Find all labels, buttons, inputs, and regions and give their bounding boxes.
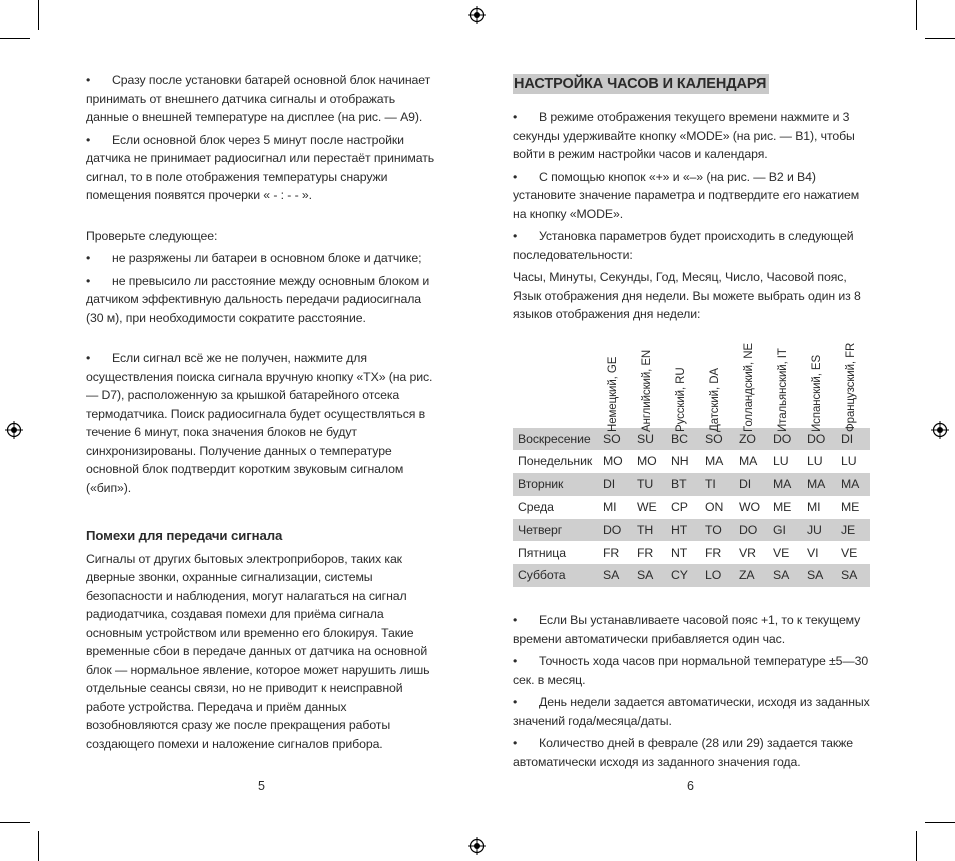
section-title: НАСТРОЙКА ЧАСОВ И КАЛЕНДАРЯ	[513, 74, 769, 94]
bullet: •	[513, 169, 518, 184]
paragraph	[86, 131, 438, 205]
day-code-cell: ME	[841, 500, 860, 515]
day-code-cell: JU	[802, 519, 836, 542]
day-code-cell: DO	[802, 428, 836, 451]
paragraph-text: Если основной блок через 5 минут после настройки датчика не принимает радиосигнал или перестаёт принимать сигнал, то в поле отображения температуры снаружи помещения появятся прочерки « - : - - ».	[86, 132, 435, 202]
day-name-cell: Воскресение	[513, 428, 598, 451]
day-code-cell: JE	[836, 519, 870, 542]
paragraph-text: Сразу после установки батарей основной блок начинает принимать от внешнего датчика сигналы и отображать данные о внешней температуре на дисплее (на рис. — A9).	[86, 73, 431, 124]
day-code-cell: ZO	[734, 428, 768, 451]
day-code-cell: MI	[807, 500, 821, 515]
day-code-cell: MA	[705, 454, 724, 469]
day-code-cell: SA	[802, 564, 836, 587]
paragraph-text: С помощью кнопок «+» и «–» (на рис. — B2 и B4) установите значение параметра и подтвердите его нажатием на кнопку «MODE».	[513, 169, 860, 221]
table-row	[513, 519, 870, 542]
bullet: •	[86, 273, 91, 288]
day-name-cell: Среда	[518, 500, 554, 515]
column-header-label: Русский, RU	[675, 366, 687, 432]
checklist-text: не разряжены ли батареи в основном блоке и датчике;	[112, 251, 422, 265]
language-table	[513, 328, 870, 588]
day-code-cell: CY	[666, 564, 700, 587]
day-code-cell: HT	[666, 519, 700, 542]
day-code-cell: MA	[768, 473, 802, 496]
bullet: •	[513, 736, 518, 751]
crop-mark	[0, 822, 30, 823]
day-code-cell: VI	[807, 545, 819, 560]
bullet: •	[86, 73, 91, 87]
day-code-cell: TO	[700, 519, 734, 542]
bullet: •	[86, 132, 91, 147]
paragraph	[86, 349, 438, 497]
day-code-cell: LO	[700, 564, 734, 587]
bullet-paragraph	[513, 611, 871, 648]
right-page	[513, 71, 871, 775]
crop-mark	[925, 38, 955, 39]
checklist-item	[86, 249, 438, 268]
day-code-cell: FR	[705, 545, 722, 560]
bullet: •	[513, 110, 518, 124]
bullet: •	[513, 695, 518, 710]
paragraph-text: Установка параметров будет происходить в следующей последовательности:	[513, 229, 854, 262]
day-code-cell: SO	[598, 428, 632, 451]
table-row	[513, 564, 870, 587]
table-row	[513, 496, 870, 519]
left-page	[86, 71, 438, 757]
paragraph-text: Если Вы устанавливаете часовой пояс +1, то к текущему времени автоматически прибавляется один час.	[513, 613, 861, 646]
day-code-cell: MA	[836, 473, 870, 496]
interference-title: Помехи для передачи сигнала	[86, 528, 283, 543]
day-code-cell: SA	[768, 564, 802, 587]
day-code-cell: BT	[666, 473, 700, 496]
day-code-cell: VE	[773, 545, 790, 560]
table-header-row	[513, 328, 870, 428]
column-header	[700, 328, 734, 432]
interference-text: Сигналы от других бытовых электроприборов, таких как дверные звонки, охранные сигнализации, системы безопасности и наблюдения, могут налагаться на сигнал радиодатчика, создавая помехи для приёма сигнала основным устройством или временно его блокируя. Такие временные сбои в передаче данных от датчика на основной блок — нормальное явление, которое может нарушить лишь отдельные сеансы связи, но не приводит к неисправной работе устройства. Передача и приём данных возобновляются сразу же после прекращения работы создающего помехи и наложение сигналов прибора.	[86, 551, 430, 751]
day-code-cell: TH	[632, 519, 666, 542]
day-code-cell: DI	[734, 473, 768, 496]
crop-mark	[925, 822, 955, 823]
day-code-cell: BC	[666, 428, 700, 451]
day-code-cell: LU	[807, 454, 823, 469]
column-header	[802, 328, 836, 432]
registration-mark-icon	[468, 6, 486, 24]
column-header-label: Английский, EN	[641, 349, 653, 432]
day-code-cell: MI	[603, 500, 617, 515]
bullet: •	[513, 654, 518, 669]
column-header-label: Французский, FR	[845, 342, 857, 432]
bullet: •	[86, 351, 91, 365]
day-code-cell: ZA	[734, 564, 768, 587]
table-row	[513, 473, 870, 496]
day-code-cell: ME	[773, 500, 792, 515]
day-code-cell: SA	[598, 564, 632, 587]
column-header	[666, 328, 700, 432]
day-code-cell: LU	[773, 454, 789, 469]
column-header	[598, 328, 632, 432]
day-code-cell: DO	[768, 428, 802, 451]
day-code-cell: WO	[739, 500, 760, 515]
page-number: 5	[258, 779, 265, 793]
day-code-cell: NH	[671, 454, 689, 469]
bullet-paragraph	[513, 227, 871, 264]
column-header	[768, 328, 802, 432]
day-code-cell: VR	[739, 545, 756, 560]
column-header	[632, 328, 666, 432]
column-header-label: Датский, DA	[709, 367, 721, 432]
column-header	[836, 328, 870, 432]
day-name-cell: Вторник	[513, 473, 598, 496]
day-code-cell: FR	[603, 545, 620, 560]
day-name-cell: Понедельник	[518, 454, 593, 469]
day-code-cell: TI	[700, 473, 734, 496]
paragraph-text: В режиме отображения текущего времени нажмите и 3 секунды удерживайте кнопку «MODE» (на рис. — B1), чтобы войти в режим настройки часов и календаря.	[513, 110, 855, 161]
bullet-paragraph	[513, 693, 871, 730]
day-code-cell: MA	[802, 473, 836, 496]
day-code-cell: MA	[739, 454, 758, 469]
day-code-cell: MO	[603, 454, 623, 469]
paragraph-text: Если сигнал всё же не получен, нажмите для осуществления поиска сигнала вручную кнопку «TX» (на рис. — D7), расположенную за крышкой батарейного отсека термодатчика. Поиск радиосигнала будет осуществляться в течение 6 минут, пока значения блоков не будут синхронизированы. Получение данных о температуре основной блок подтвердит коротким звуковым сигналом («бип»).	[86, 351, 433, 495]
day-code-cell: WE	[637, 500, 657, 515]
day-code-cell: FR	[637, 545, 654, 560]
bullet-paragraph	[513, 652, 871, 689]
day-code-cell: VE	[841, 545, 858, 560]
crop-mark	[38, 0, 39, 30]
crop-mark	[916, 831, 917, 861]
day-code-cell: GI	[768, 519, 802, 542]
paragraph	[86, 71, 438, 127]
day-name-cell: Пятница	[518, 545, 566, 560]
bullet: •	[513, 229, 518, 243]
day-code-cell: NT	[671, 545, 688, 560]
day-code-cell: SU	[632, 428, 666, 451]
bullet: •	[86, 251, 91, 265]
bullet-paragraph	[513, 108, 871, 164]
paragraph-text: День недели задается автоматически, исходя из заданных значений года/месяца/даты.	[513, 695, 870, 728]
table-corner	[513, 328, 598, 428]
day-code-cell: SA	[632, 564, 666, 587]
day-code-cell: DO	[734, 519, 768, 542]
day-code-cell: TU	[632, 473, 666, 496]
day-code-cell: SA	[836, 564, 870, 587]
day-code-cell: SO	[700, 428, 734, 451]
registration-mark-icon	[931, 421, 949, 439]
day-name-cell: Суббота	[513, 564, 598, 587]
table-row	[513, 541, 870, 564]
crop-mark	[0, 38, 30, 39]
bullet: •	[513, 613, 518, 628]
day-code-cell: DI	[836, 428, 870, 451]
column-header	[734, 328, 768, 432]
day-code-cell: DO	[598, 519, 632, 542]
sequence-text: Часы, Минуты, Секунды, Год, Месяц, Число, Часовой пояс, Язык отображения дня недели. Вы можете выбрать один из 8 языков отображения дня недели:	[513, 270, 861, 321]
column-header-label: Итальянский, IT	[777, 347, 789, 432]
bullet-paragraph	[513, 168, 871, 224]
checklist-text: не превысило ли расстояние между основным блоком и датчиком эффективную дальность передачи радиосигнала (30 м), при необходимости сократите расстояние.	[86, 273, 430, 325]
paragraph-text: Точность хода часов при нормальной температуре ±5—30 сек. в месяц.	[513, 654, 869, 687]
day-code-cell: DI	[598, 473, 632, 496]
day-code-cell: ON	[705, 500, 724, 515]
column-header-label: Испанский, ES	[811, 354, 823, 432]
page-number: 6	[687, 779, 694, 793]
paragraph-text: Количество дней в феврале (28 или 29) задается также автоматически исходя из заданного значения года.	[513, 736, 854, 769]
checklist-item	[86, 272, 438, 328]
check-intro: Проверьте следующее:	[86, 228, 218, 243]
day-name-cell: Четверг	[513, 519, 598, 542]
registration-mark-icon	[468, 837, 486, 855]
table-row	[513, 450, 870, 473]
day-code-cell: MO	[637, 454, 657, 469]
crop-mark	[38, 831, 39, 861]
day-code-cell: CP	[671, 500, 688, 515]
column-header-label: Немецкий, GE	[607, 356, 619, 432]
column-header-label: Голландский, NE	[743, 342, 755, 432]
day-code-cell: LU	[841, 454, 857, 469]
crop-mark	[916, 0, 917, 30]
bullet-paragraph	[513, 734, 871, 771]
registration-mark-icon	[5, 421, 23, 439]
